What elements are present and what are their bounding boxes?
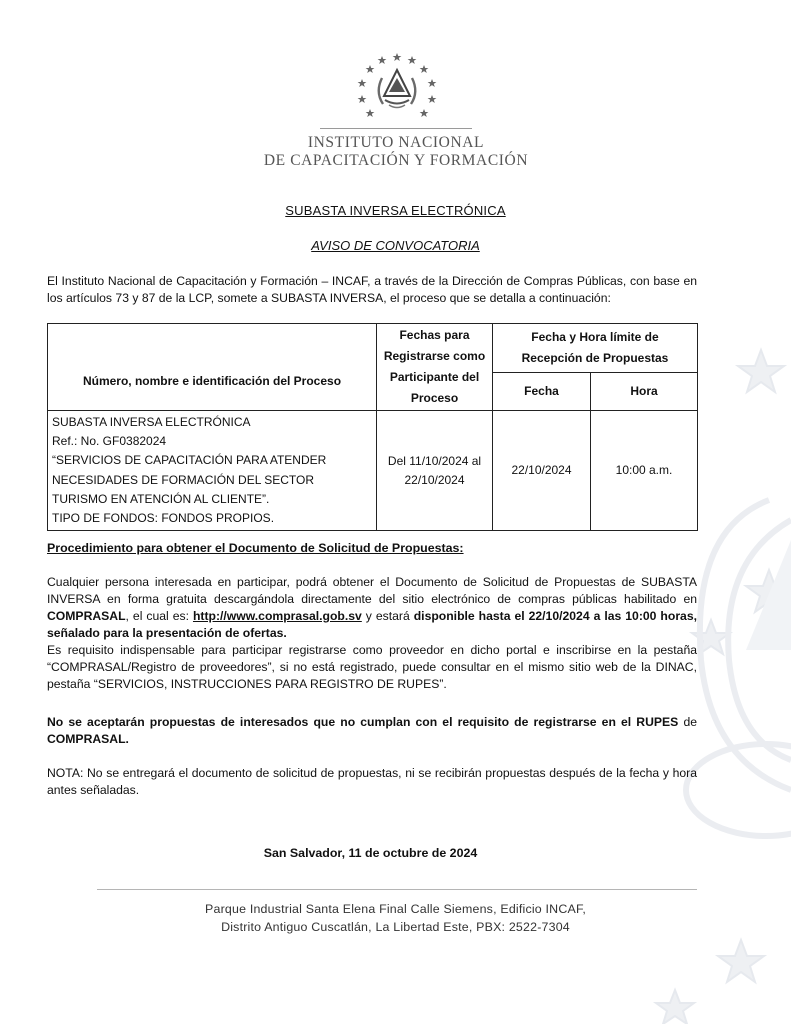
deadline-date-cell: 22/10/2024 xyxy=(493,411,591,531)
procedure-paragraph xyxy=(47,574,697,693)
deadline-time-cell: 10:00 a.m. xyxy=(591,411,698,531)
registration-requirement: Es requisito indispensable para participar registrarse como proveedor en dicho portal e inscribirse en la pestaña “COMPRASAL/Registro de proveedores”, si no está registrado, puede consultar en el mismo sitio web de la DINAC, pestaña “SERVICIOS, INSTRUCCIONES PARA REGISTRO DE RUPES”. xyxy=(47,643,697,691)
procedure-text-d: y estará xyxy=(361,609,414,623)
process-description xyxy=(48,411,377,531)
document-kind: SUBASTA INVERSA ELECTRÓNICA xyxy=(285,203,506,218)
procedure-text-a: Cualquier persona interesada en participar, podrá obtener el Documento de Solicitud de Propuestas de SUBASTA INVERSA en forma gratuita descargándola directamente del sitio electrónico de compras públicas habilitado en xyxy=(47,575,697,606)
header-process: Número, nombre e identificación del Proceso xyxy=(48,324,377,411)
funding-type: TIPO DE FONDOS: FONDOS PROPIOS. xyxy=(52,511,275,526)
header-time: Hora xyxy=(591,373,698,411)
document-title: AVISO DE CONVOCATORIA xyxy=(311,238,480,253)
warning-connector: de xyxy=(678,715,697,729)
process-table xyxy=(47,323,698,531)
footer-address-line2: Distrito Antiguo Cuscatlán, La Libertad Este, PBX: 2522-7304 xyxy=(221,920,570,934)
header-deadline: Fecha y Hora límite de Recepción de Propuestas xyxy=(493,324,698,373)
intro-paragraph: El Instituto Nacional de Capacitación y Formación – INCAF, a través de la Dirección de Compras Públicas, con base en los artículos 73 y 87 de la LCP, somete a SUBASTA INVERSA, el proceso que se detalla a continuación: xyxy=(47,274,697,305)
warning-comprasal: COMPRASAL. xyxy=(47,732,129,746)
nota-paragraph: NOTA: No se entregará el documento de solicitud de propuestas, ni se recibirán propuestas después de la fecha y hora antes señaladas. xyxy=(47,766,697,797)
availability-deadline: disponible hasta el 22/10/2024 a las 10:00 horas, señalado para la presentación de ofertas. xyxy=(47,609,698,640)
institution-name-line1: INSTITUTO NACIONAL xyxy=(307,134,485,151)
process-name: “SERVICIOS DE CAPACITACIÓN PARA ATENDER NECESIDADES DE FORMACIÓN DEL SECTOR TURISMO EN ATENCIÓN AL CLIENTE”. xyxy=(52,453,327,506)
warning-paragraph xyxy=(47,714,697,748)
procedure-text-c: , el cual es: xyxy=(125,609,193,623)
header-divider xyxy=(320,128,472,129)
process-type: SUBASTA INVERSA ELECTRÓNICA xyxy=(52,415,251,429)
footer-address-line1: Parque Industrial Santa Elena Final Calle Siemens, Edificio INCAF, xyxy=(205,902,586,916)
header-date: Fecha xyxy=(493,373,591,411)
comprasal-link[interactable]: http://www.comprasal.gob.sv xyxy=(192,609,362,623)
header-register-dates: Fechas para Registrarse como Participante del Proceso xyxy=(377,324,493,411)
coat-of-arms-icon xyxy=(355,52,439,122)
process-reference: Ref.: No. GF0382024 xyxy=(52,434,167,449)
table-row xyxy=(48,411,698,531)
procedure-title: Procedimiento para obtener el Documento de Solicitud de Propuestas: xyxy=(47,541,464,555)
place-and-date: San Salvador, 11 de octubre de 2024 xyxy=(263,846,478,860)
institution-name-line2: DE CAPACITACIÓN Y FORMACIÓN xyxy=(263,152,529,169)
register-dates-cell: Del 11/10/2024 al 22/10/2024 xyxy=(377,411,493,531)
comprasal-bold: COMPRASAL xyxy=(47,609,126,623)
footer-divider xyxy=(97,889,697,890)
warning-bold: No se aceptarán propuestas de interesados que no cumplan con el requisito de registrarse en el RUPES xyxy=(47,715,679,729)
